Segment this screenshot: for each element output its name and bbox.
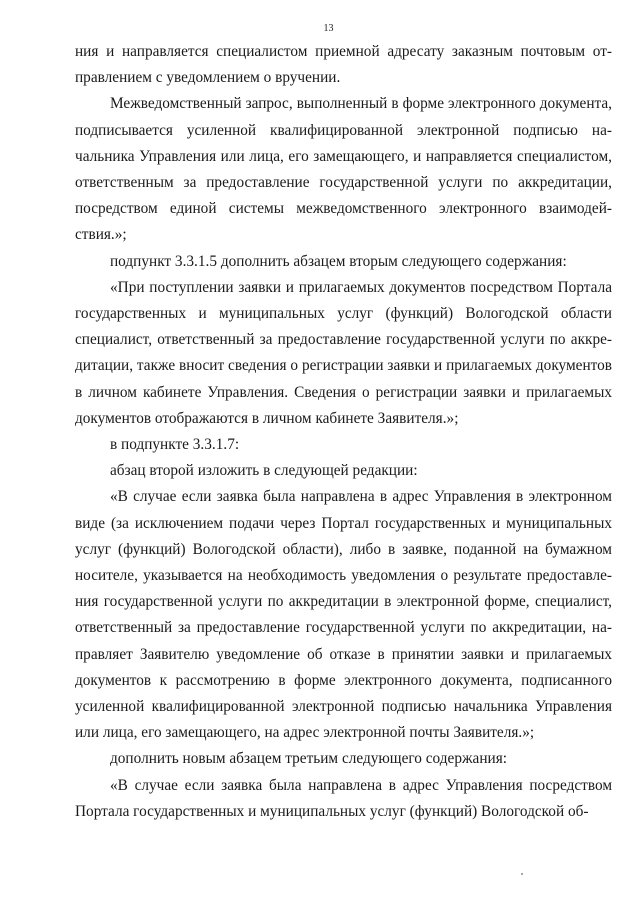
page-number: 13 — [323, 23, 334, 34]
paragraph-4: «При поступлении заявки и прилагаемых документов посредством Портала государственных и муниципальных услуг (функций) Вологодской области специалист, ответственный за предоставление государственной услуги по аккредитации, также вносит сведения о регистрации заявки и прилагаемых документов в личном кабинете Управления. Сведения о регистрации заявки и прилагаемых документов отображаются в личном кабинете Заявителя.»; — [75, 278, 612, 427]
scan-speck — [521, 873, 523, 875]
paragraph-2: Межведомственный запрос, выполненный в форме электронного документа, подписывается усиленной квалифицированной электронной подписью начальника Управления или лица, его замещающего, и направляется специалистом, ответственным за предоставление государственной услуги по аккредитации, посредством единой системы межведомственного электронного взаимодействия.»; — [75, 95, 612, 244]
paragraph-1: ния и направляется специалистом приемной адресату заказным почтовым отправлением с уведомлением о вручении. — [75, 43, 612, 87]
paragraph-6: абзац второй изложить в следующей редакции: — [110, 462, 418, 480]
paragraph-9: «В случае если заявка была направлена в адрес Управления посредством Портала государственных и муниципальных услуг (функций) Вологодской об- — [75, 776, 612, 820]
paragraph-3: подпункт 3.3.1.5 дополнить абзацем вторым следующего содержания: — [110, 252, 567, 270]
paragraph-7: «В случае если заявка была направлена в адрес Управления в электронном виде (за исключением подачи через Портал государственных и муниципальных услуг (функций) Вологодской области), либо в заявке, поданной на бумажном носителе, указывается на необходимость уведомления о результате предоставления государственной услуги по аккредитации в электронной форме, специалист, ответственный за предоставление государственной услуги по аккредитации, направляет Заявителю уведомление об отказе в принятии заявки и прилагаемых документов к рассмотрению в форме электронного документа, подписанного усиленной квалифицированной электронной подписью начальника Управления или лица, его замещающего, на адрес электронной почты Заявителя.»; — [75, 488, 612, 742]
paragraph-5: в подпункте 3.3.1.7: — [110, 436, 240, 454]
paragraph-8: дополнить новым абзацем третьим следующего содержания: — [110, 750, 507, 768]
